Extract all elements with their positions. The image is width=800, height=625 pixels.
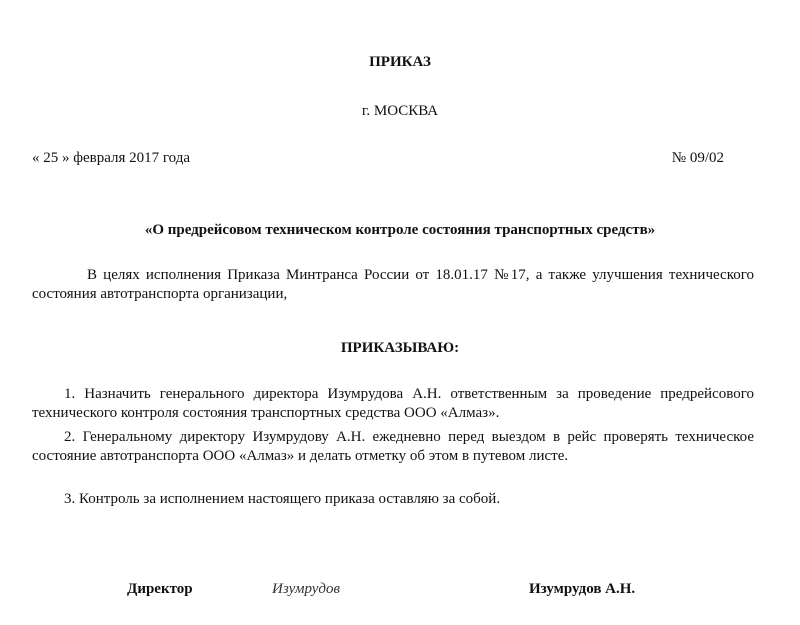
document-preamble: В целях исполнения Приказа Минтранса России от 18.01.17 №17, а также улучшения технического состояния автотранспорта организации,: [32, 267, 754, 302]
order-item: 2. Генеральному директору Изумрудову А.Н. ежедневно перед выездом в рейс проверять техническое состояние автотранспорта ООО «Алмаз» и делать отметку об этом в путевом листе.: [32, 429, 754, 464]
signature-position: Директор: [127, 581, 193, 597]
document-date: « 25 » февраля 2017 года: [32, 150, 191, 166]
order-item: 3. Контроль за исполнением настоящего приказа оставляю за собой.: [64, 491, 501, 507]
document-title: ПРИКАЗ: [369, 54, 431, 70]
document-number: № 09/02: [671, 150, 724, 166]
document-city: г. МОСКВА: [361, 103, 439, 119]
order-word: ПРИКАЗЫВАЮ:: [340, 340, 460, 356]
signatory-name: Изумрудов А.Н.: [529, 581, 636, 597]
handwritten-signature: Изумрудов: [272, 581, 340, 597]
order-item: 1. Назначить генерального директора Изумрудова А.Н. ответственным за проведение предрейсового технического контроля состояния транспортных средства ООО «Алмаз».: [32, 386, 754, 421]
document-subject: «О предрейсовом техническом контроле состояния транспортных средств»: [144, 222, 656, 238]
